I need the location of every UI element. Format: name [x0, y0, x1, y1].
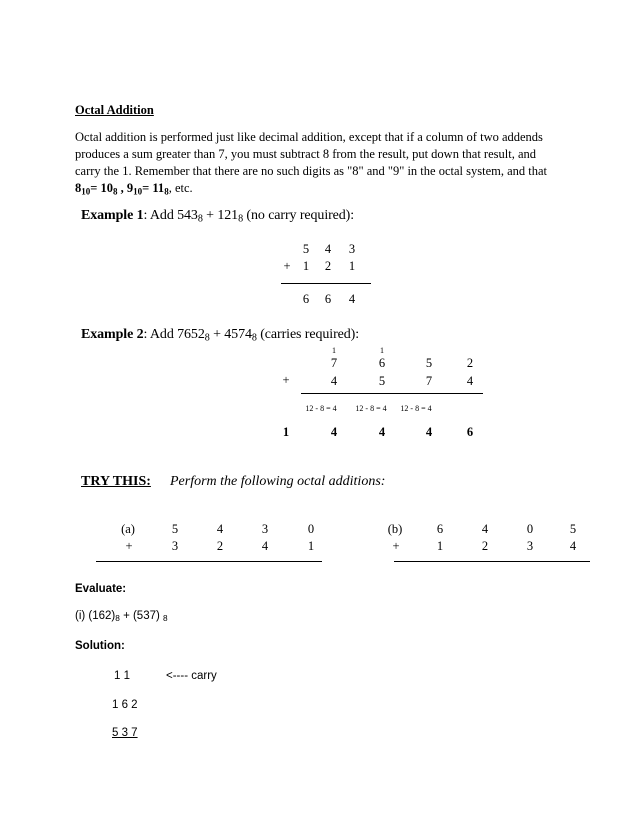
ex2-digit: 7	[425, 374, 433, 388]
intro-line: Octal addition is performed just like decimal addition, except that if a column of two addends	[75, 130, 543, 144]
problem-b-digit: 4	[569, 539, 577, 553]
solution-addend-1: 1 6 2	[112, 699, 138, 711]
ex2-digit: 6	[378, 356, 386, 370]
problem-a-plus-sign: +	[125, 539, 133, 553]
ex2-sum-line	[301, 393, 483, 394]
problem-b-digit: 0	[526, 522, 534, 536]
evaluate-expression: (i) $(162)_8 + (537)$ $_8$	[75, 610, 168, 624]
try-this-instruction: Perform the following octal additions:	[170, 474, 386, 489]
example2-heading: Example 2: Add $7652_8 + 4574_8$ (carries required):	[81, 327, 360, 344]
ex2-result-digit: 6	[466, 425, 474, 439]
solution-carry-digits: 1 1	[114, 670, 130, 682]
ex1-result-digit: 4	[348, 292, 356, 306]
problem-b-digit: 6	[436, 522, 444, 536]
ex1-digit: 1	[302, 259, 310, 273]
ex2-digit: 7	[330, 356, 338, 370]
problem-b-answer-line	[394, 561, 590, 562]
ex2-digit: 5	[425, 356, 433, 370]
problem-a-digit: 4	[216, 522, 224, 536]
problem-b-label: (b)	[387, 522, 403, 536]
ex1-digit: 2	[324, 259, 332, 273]
ex1-result-digit: 6	[302, 292, 310, 306]
ex2-result-digit: 4	[330, 425, 338, 439]
ex2-carry-digit: 1	[380, 346, 384, 355]
ex2-result-digit: 1	[282, 425, 290, 439]
ex2-result-digit: 4	[425, 425, 433, 439]
problem-b-digit: 5	[569, 522, 577, 536]
ex1-plus-sign: +	[283, 259, 291, 273]
solution-addend-2: 5 3 7	[112, 727, 138, 739]
ex2-digit: 4	[466, 374, 474, 388]
ex1-digit: 3	[348, 242, 356, 256]
ex2-result-digit: 4	[378, 425, 386, 439]
ex2-note: 12 - 8 = 4	[400, 404, 432, 413]
ex1-sum-line	[281, 283, 371, 284]
intro-line-last: $8_{10}= 10_8$ , $9_{10}= 11_8$, etc.	[75, 181, 193, 197]
problem-a-label: (a)	[121, 522, 135, 536]
ex1-result-digit: 6	[324, 292, 332, 306]
ex1-digit: 4	[324, 242, 332, 256]
ex2-digit: 5	[378, 374, 386, 388]
intro-line: carry the 1. Remember that there are no such digits as "8" and "9" in the octal system, and that	[75, 164, 548, 178]
ex2-plus-sign: +	[282, 373, 290, 387]
ex2-digit: 2	[466, 356, 474, 370]
ex1-digit: 5	[302, 242, 310, 256]
try-this-label: TRY THIS:	[81, 474, 151, 489]
problem-b-digit: 4	[481, 522, 489, 536]
ex2-digit: 4	[330, 374, 338, 388]
intro-paragraph	[75, 129, 565, 197]
ex2-note: 12 - 8 = 4	[305, 404, 337, 413]
section-title: Octal Addition	[75, 103, 154, 117]
problem-b-digit: 3	[526, 539, 534, 553]
problem-a-digit: 2	[216, 539, 224, 553]
problem-a-digit: 1	[307, 539, 315, 553]
problem-b-digit: 2	[481, 539, 489, 553]
problem-b-plus-sign: +	[392, 539, 400, 553]
problem-a-digit: 0	[307, 522, 315, 536]
solution-label: Solution:	[75, 640, 125, 652]
example1-heading: Example 1: Add $543_8 + 121_8$ (no carry required):	[81, 208, 355, 225]
ex2-note: 12 - 8 = 4	[355, 404, 387, 413]
solution-carry-note: <---- carry	[166, 670, 217, 682]
problem-b-digit: 1	[436, 539, 444, 553]
problem-a-digit: 3	[261, 522, 269, 536]
problem-a-answer-line	[96, 561, 322, 562]
ex2-carry-digit: 1	[332, 346, 336, 355]
intro-line: produces a sum greater than 7, you must subtract 8 from the result, put down that result, and	[75, 147, 537, 161]
problem-a-digit: 4	[261, 539, 269, 553]
ex1-digit: 1	[348, 259, 356, 273]
problem-a-digit: 5	[171, 522, 179, 536]
problem-a-digit: 3	[171, 539, 179, 553]
evaluate-label: Evaluate:	[75, 583, 127, 595]
